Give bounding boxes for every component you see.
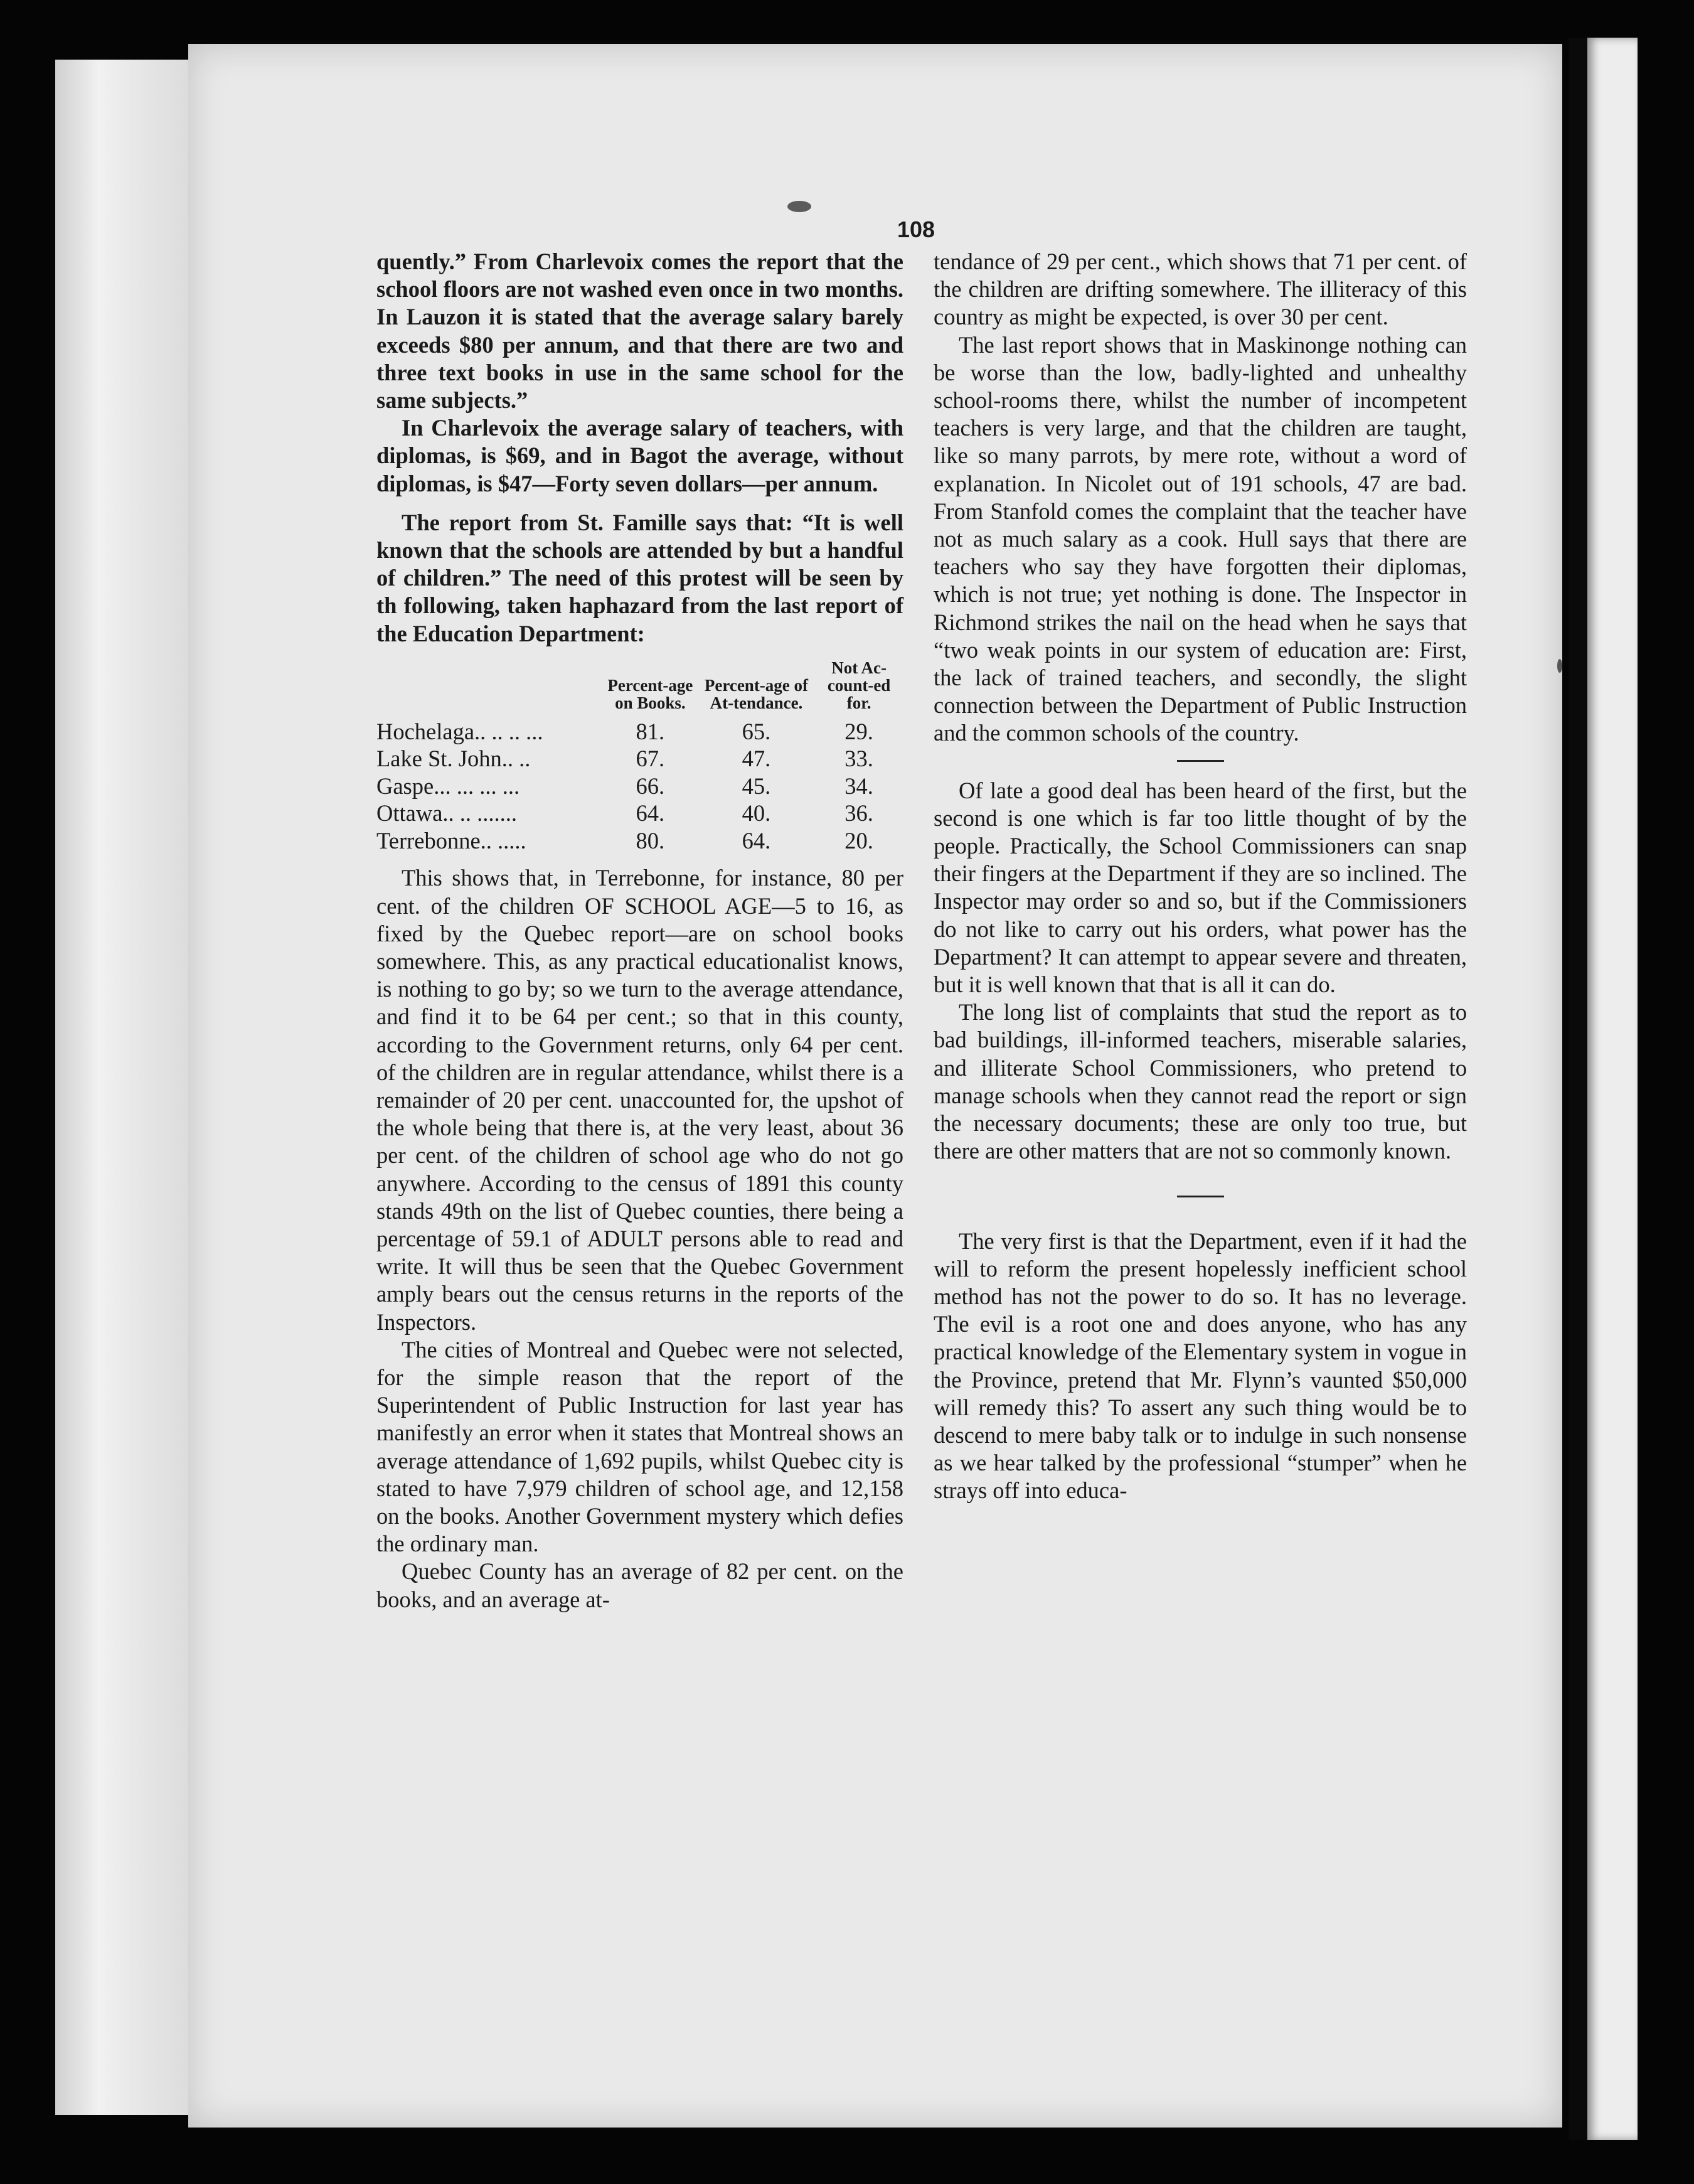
county-name: Terrebonne.. ..... — [376, 827, 526, 854]
ink-smudge — [787, 201, 811, 212]
column-header: Percent-age on Books. — [607, 675, 693, 712]
paragraph: This shows that, in Terrebonne, for instance, 80 per cent. of the children OF SCHOOL AGE—5 to 16, as fixed by the Quebec report—are on school books somewhere. This, as any practical educationalist knows, is nothing to go by; so we turn to the average attendance, and find it to be 64 per cent.; so that in this county, according to the Government returns, only 64 per cent. of the children are in regular attendance, whilst there is a remainder of 20 per cent. unaccounted for, the upshot of the whole being that there is, at the very least, about 36 per cent. of the children of school age who do not go anywhere. According to the census of 1891 this county stands 49th on the list of Quebec counties, there being a percentage of 59.1 of ADULT persons able to read and write. It will thus be seen that the Quebec Government amply bears out the census returns in the reports of the Inspectors. — [376, 865, 903, 1335]
books-value: 67. — [636, 746, 665, 772]
books-value: 66. — [636, 773, 665, 799]
attendance-value: 47. — [742, 746, 771, 772]
facing-page-edge — [1587, 38, 1638, 2140]
not-accounted-value: 29. — [844, 718, 873, 744]
section-divider — [1177, 760, 1224, 762]
table-row — [376, 718, 903, 746]
county-name: Lake St. John.. .. — [376, 746, 531, 772]
books-value: 80. — [636, 827, 665, 854]
not-accounted-value: 36. — [844, 800, 873, 827]
attendance-value: 64. — [742, 827, 771, 854]
books-value: 64. — [636, 800, 665, 827]
paragraph: Quebec County has an average of 82 per cent. on the books, and an average at- — [376, 1558, 903, 1612]
table-row — [376, 800, 903, 827]
paragraph: tendance of 29 per cent., which shows that 71 per cent. of the children are drifting somewhere. The illiteracy of this country as might be expected, is over 30 per cent. — [934, 249, 1467, 330]
column-header: Not Ac-count-ed for. — [827, 658, 891, 712]
page-edge — [55, 60, 200, 2115]
paragraph: The cities of Montreal and Quebec were not selected, for the simple reason that the report of the Superintendent of Public Instruction for last year has manifestly an error when it states that Montreal shows an average attendance of 1,692 pupils, whilst Quebec city is stated to have 7,979 children of school age, and 12,158 on the books. Another Government mystery which defies the ordinary man. — [376, 1336, 903, 1557]
table-header-row — [376, 659, 903, 718]
ink-mark — [1557, 659, 1562, 673]
county-name: Hochelaga.. .. .. ... — [376, 718, 543, 744]
attendance-value: 45. — [742, 773, 771, 799]
books-value: 81. — [636, 718, 665, 744]
table-row — [376, 773, 903, 800]
paragraph: The report from St. Famille says that: “It is well known that the schools are attended by but a handful of children.” The need of this protest will be seen by th following, taken haphazard from the last report of the Education Department: — [376, 509, 903, 646]
page-number: 108 — [897, 217, 935, 242]
paragraph: The last report shows that in Maskinonge nothing can be worse than the low, badly-lighted and unhealthy school-rooms there, whilst the number of incompetent teachers is very large, and that the children are taught, like so many parrots, by mere rote, without a word of explanation. In Nicolet out of 191 schools, 47 are bad. From Stanfold comes the complaint that the teacher have not as much salary as a cook. Hull says that there are teachers who say they have forgotten their diplomas, which is not true; yet nothing is done. The Inspector in Richmond strikes the nail on the head when he says that “two weak points in our system of education are: First, the lack of trained teachers, and secondly, the slight connection between the Department of Public Instruction and the common schools of the country. — [934, 331, 1467, 746]
not-accounted-value: 20. — [844, 827, 873, 854]
left-column — [376, 248, 903, 1614]
county-name: Gaspe... ... ... ... — [376, 773, 520, 799]
county-name: Ottawa.. .. ....... — [376, 800, 518, 827]
statistics-table — [376, 659, 903, 855]
table-row — [376, 827, 903, 855]
not-accounted-value: 33. — [844, 746, 873, 772]
paragraph: quently.” From Charlevoix comes the report that the school floors are not washed even once in two months. In Lauzon it is stated that the average salary barely exceeds $80 per annum, and that there are two and three text books in use in the same school for the same subjects.” — [376, 249, 903, 414]
column-header: Percent-age of At-tendance. — [704, 675, 809, 712]
section-divider — [1177, 1196, 1224, 1197]
column-header — [376, 659, 602, 718]
paragraph: In Charlevoix the average salary of teachers, with diplomas, is $69, and in Bagot the average, without diplomas, is $47—Forty seven dollars—per annum. — [376, 415, 903, 496]
right-column — [934, 248, 1467, 1505]
attendance-value: 40. — [742, 800, 771, 827]
not-accounted-value: 34. — [844, 773, 873, 799]
attendance-value: 65. — [742, 718, 771, 744]
paragraph: The very first is that the Department, even if it had the will to reform the present hopelessly inefficient school method has not the power to do so. It has no leverage. The evil is a root one and does anyone, who has any practical knowledge of the Elementary system in vogue in the Province, pretend that Mr. Flynn’s vaunted $50,000 will remedy this? To assert any such thing would be to descend to mere baby talk or to indulge in such nonsense as we hear talked by the professional “stumper” when he strays off into educa- — [934, 1228, 1467, 1504]
table-row — [376, 745, 903, 773]
paragraph: The long list of complaints that stud the report as to bad buildings, ill-informed teachers, miserable salaries, and illiterate School Commissioners, who pretend to manage schools when they cannot read the report or sign the necessary documents; these are only too true, but there are other matters that are not so commonly known. — [934, 999, 1467, 1164]
paragraph: Of late a good deal has been heard of the first, but the second is one which is far too little thought of by the people. Practically, the School Commissioners can snap their fingers at the Department if they are so inclined. The Inspector may order so and so, but if the Commissioners do not like to carry out his orders, what power has the Department? It can attempt to appear severe and threaten, but it is well known that that is all it can do. — [934, 777, 1467, 998]
